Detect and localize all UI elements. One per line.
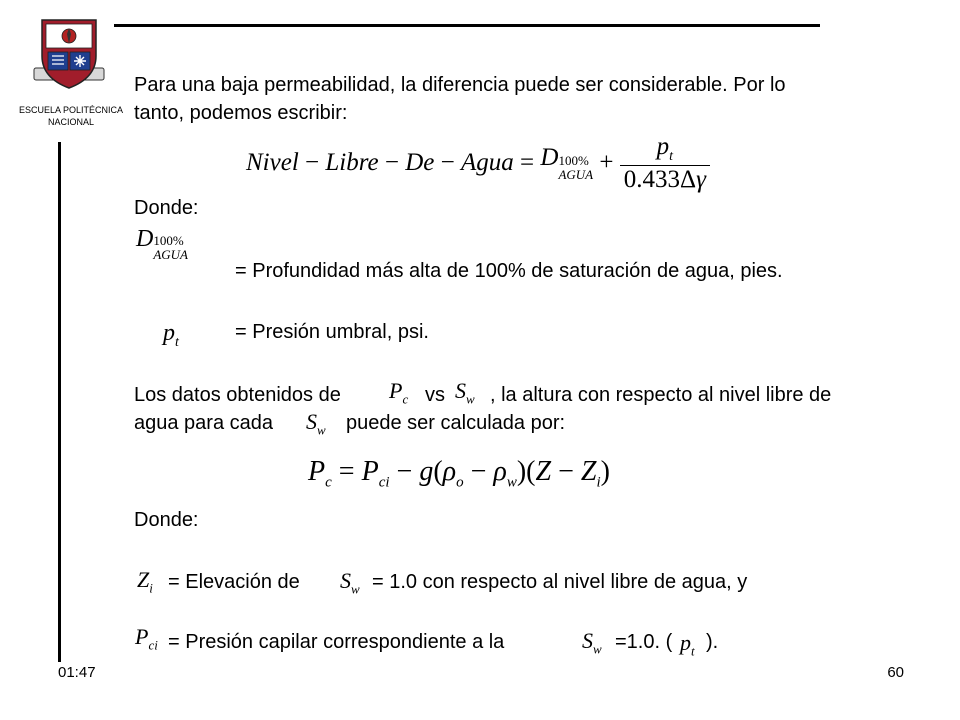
paragraph-data-line1-c: , la altura con respecto al nivel libre de <box>490 384 832 406</box>
footer-time: 01:47 <box>58 664 96 681</box>
top-rule <box>114 24 820 27</box>
symbol-sw-inline-1: $S_w$ <box>455 378 475 407</box>
symbol-sw-def4: $S_w$ <box>582 628 602 657</box>
definition-pci-text-a: = Presión capilar correspondiente a la <box>168 631 505 653</box>
paragraph-intro-line1: Para una baja permeabilidad, la diferencia puede ser considerable. Por lo <box>134 74 786 96</box>
paragraph-data-line1-b: vs <box>425 384 445 406</box>
school-logo <box>30 16 108 94</box>
equation-capillary-pressure: $P_c = P_{ci} - g(\rho_o - \rho_w)(Z - Z_i)$ <box>308 456 610 491</box>
paragraph-data-line2-b: puede ser calculada por: <box>346 412 566 434</box>
school-name <box>6 104 136 128</box>
paragraph-data-line1-a: Los datos obtenidos de <box>134 384 341 406</box>
symbol-d100-agua: D 100% AGUA <box>136 226 189 262</box>
donde-label-1: Donde: <box>134 197 199 219</box>
footer-page-number: 60 <box>887 664 904 681</box>
definition-pci-text-b: =1.0. ( <box>615 631 673 653</box>
school-name-line1: ESCUELA POLITÉCNICA <box>18 105 124 115</box>
school-name-line2: NACIONAL <box>47 117 94 127</box>
definition-pt-text: = Presión umbral, psi. <box>235 321 429 343</box>
symbol-pci: $P_{ci}$ <box>135 624 158 653</box>
paragraph-data-line2-a: agua para cada <box>134 412 274 434</box>
symbol-sw-def3: $S_w$ <box>340 568 360 597</box>
symbol-zi: $Z_i$ <box>137 567 153 596</box>
symbol-pc-inline: $P_c$ <box>389 378 409 407</box>
equation-free-water-level: Nivel − Libre − De − Agua = D 100% AGUA + $\frac{p_t}{0.433\Delta\gamma}$ <box>246 132 710 194</box>
symbol-sw-inline-2: $S_w$ <box>306 409 326 438</box>
definition-zi-text-b: = 1.0 con respecto al nivel libre de agua, y <box>372 571 748 593</box>
paragraph-intro-line2: tanto, podemos escribir: <box>134 102 348 124</box>
definition-d100-text: = Profundidad más alta de 100% de saturación de agua, pies. <box>235 260 783 282</box>
left-rule <box>58 142 61 662</box>
definition-pci-text-c: ). <box>706 631 719 653</box>
shield-icon <box>30 16 108 94</box>
donde-label-2: Donde: <box>134 509 199 531</box>
symbol-pt: $p_t$ <box>163 320 179 350</box>
definition-zi-text-a: = Elevación de <box>168 571 300 593</box>
symbol-pt-def4: $p_t$ <box>680 630 695 659</box>
